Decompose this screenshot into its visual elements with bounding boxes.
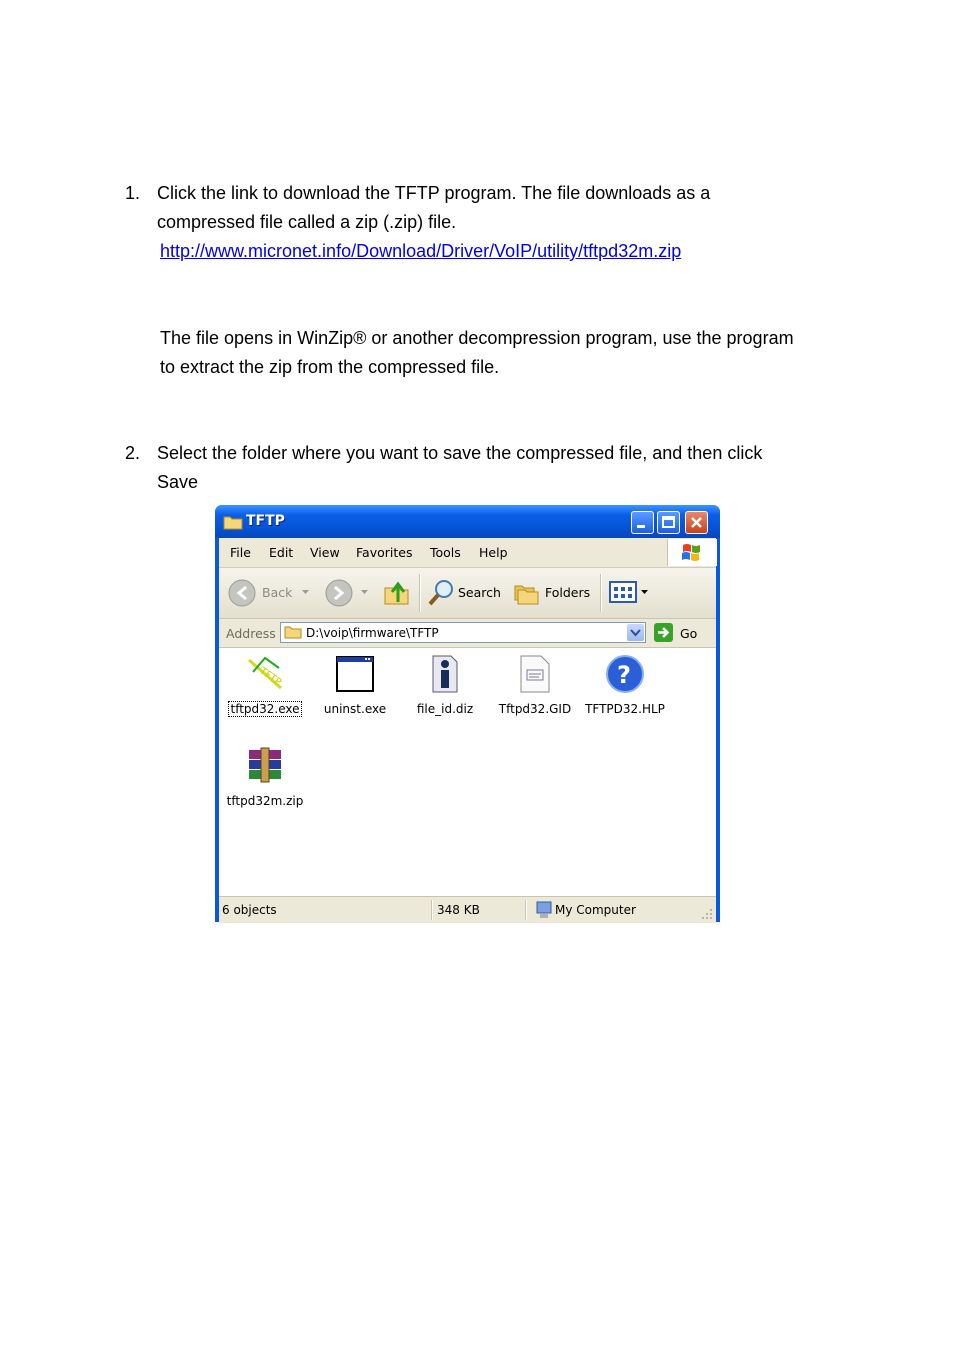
download-link[interactable]: http://www.micronet.info/Download/Driver/VoIP/utility/tftpd32m.zip: [160, 241, 682, 261]
file-item[interactable]: [400, 654, 490, 724]
menu-view[interactable]: View: [310, 545, 340, 560]
window-body: [219, 538, 716, 922]
search-button[interactable]: [426, 578, 506, 608]
menu-file[interactable]: File: [230, 545, 251, 560]
close-button[interactable]: [685, 511, 708, 534]
file-name: uninst.exe: [323, 702, 387, 716]
chevron-down-icon: [302, 590, 310, 596]
step-1-number: 1.: [125, 183, 141, 203]
forward-button[interactable]: [324, 578, 369, 608]
views-button[interactable]: [608, 580, 652, 606]
info-file-icon: [425, 654, 465, 694]
menu-tools[interactable]: Tools: [430, 545, 461, 560]
step-1-note-line-2: to extract the zip from the compressed file.: [160, 357, 500, 377]
folders-icon: [512, 578, 542, 608]
chevron-down-icon: [627, 624, 644, 641]
resize-grip-icon[interactable]: [700, 907, 714, 921]
explorer-window: [215, 505, 720, 922]
menu-favorites[interactable]: Favorites: [356, 545, 413, 560]
file-item[interactable]: [220, 654, 310, 724]
go-arrow-icon: [653, 622, 674, 643]
back-button[interactable]: [227, 578, 317, 608]
minimize-button[interactable]: [631, 511, 654, 534]
status-size: 348 KB: [437, 903, 480, 917]
views-icon: [608, 580, 638, 604]
status-location: My Computer: [555, 903, 636, 917]
maximize-icon: [658, 512, 679, 533]
step-2-line-2: Save: [157, 472, 199, 492]
chevron-down-icon: [361, 590, 369, 596]
windows-flag-icon: [668, 539, 717, 566]
back-label: Back: [262, 585, 293, 600]
file-item[interactable]: [490, 654, 580, 724]
address-dropdown-button[interactable]: [627, 624, 644, 641]
address-value: D:\voip\firmware\TFTP: [306, 626, 439, 640]
my-computer-icon: [535, 901, 553, 919]
file-item[interactable]: [580, 654, 670, 724]
step-1-line-1: Click the link to download the TFTP program. The file downloads as a: [157, 183, 711, 203]
folders-label: Folders: [545, 585, 591, 600]
title-bar[interactable]: [215, 505, 720, 538]
gid-file-icon: [515, 654, 555, 694]
menu-bar: [219, 538, 716, 568]
back-arrow-icon: [227, 578, 257, 608]
up-folder-button[interactable]: [382, 578, 412, 608]
close-icon: [686, 512, 707, 533]
step-1-note-line-1: The file opens in WinZip® or another decompression program, use the program: [160, 328, 794, 348]
menu-help[interactable]: Help: [479, 545, 508, 560]
file-item[interactable]: [220, 746, 310, 816]
status-object-count: 6 objects: [222, 903, 277, 917]
minimize-icon: [632, 512, 653, 533]
search-icon: [426, 578, 456, 608]
window-app-icon: [335, 654, 375, 694]
step-2-line-1: Select the folder where you want to save the compressed file, and then click: [157, 443, 763, 463]
svg-text:TFTP: TFTP: [257, 665, 284, 689]
up-folder-icon: [382, 578, 412, 608]
folder-icon: [223, 514, 243, 530]
search-label: Search: [458, 585, 501, 600]
go-label: Go: [680, 626, 698, 641]
address-label: Address: [226, 626, 276, 641]
file-name: tftpd32m.zip: [226, 794, 304, 808]
forward-arrow-icon: [324, 578, 354, 608]
tftp-app-icon: [245, 654, 285, 694]
window-title: TFTP: [246, 513, 285, 529]
file-name: tftpd32.exe: [230, 702, 300, 716]
step-1-line-2: compressed file called a zip (.zip) file.: [157, 212, 457, 232]
file-list: [219, 648, 716, 896]
file-name: file_id.diz: [416, 702, 474, 716]
windows-logo: [667, 539, 717, 566]
address-bar: [219, 619, 716, 648]
toolbar: [219, 568, 716, 619]
step-2-number: 2.: [125, 443, 141, 463]
file-name: Tftpd32.GID: [498, 702, 572, 716]
menu-edit[interactable]: Edit: [269, 545, 294, 560]
file-item[interactable]: [310, 654, 400, 724]
winrar-archive-icon: [245, 746, 285, 786]
address-input[interactable]: [280, 622, 646, 643]
maximize-button[interactable]: [657, 511, 680, 534]
file-name: TFTPD32.HLP: [585, 702, 665, 716]
folders-button[interactable]: [512, 578, 592, 608]
folder-icon: [284, 625, 302, 639]
help-file-icon: [605, 654, 645, 694]
status-bar: [219, 896, 716, 923]
svg-text:?: ?: [617, 661, 631, 689]
chevron-down-icon: [641, 590, 649, 596]
